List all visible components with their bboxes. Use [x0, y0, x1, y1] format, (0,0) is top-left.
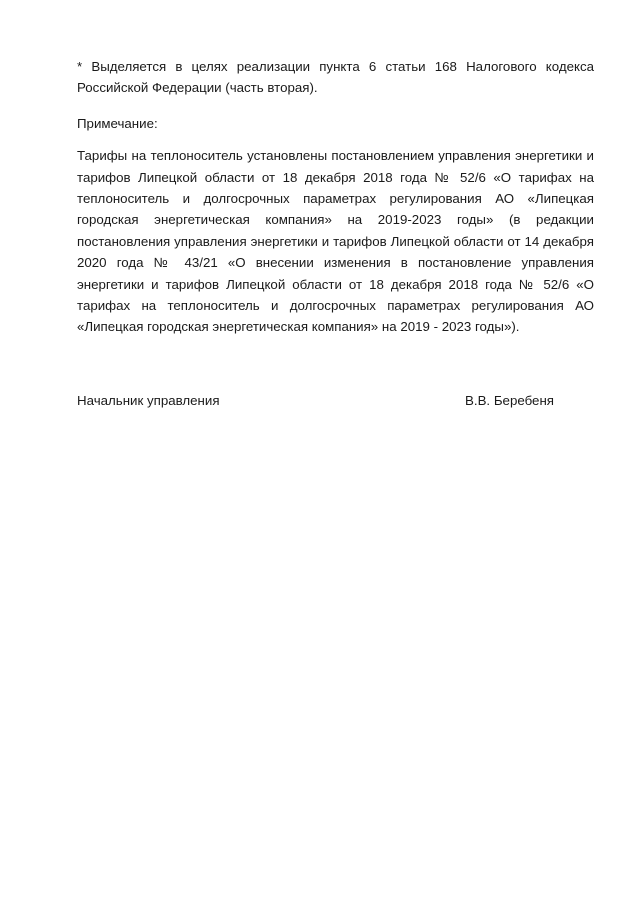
document-body [77, 56, 594, 338]
signatory-name: В.В. Беребеня [465, 393, 554, 408]
footnote-text: * Выделяется в целях реализации пункта 6 статьи 168 Налогового кодекса Российской Федерации (часть вторая). [77, 59, 594, 96]
signatory-position: Начальник управления [77, 393, 220, 408]
note-heading: Примечание: [77, 115, 158, 131]
note-body: Тарифы на теплоноситель установлены постановлением управления энергетики и тарифов Липецкой области от 18 декабря 2018 года № 52/6 «О тарифах на теплоноситель и долгосрочных параметрах регулирования АО «Липецкая городская энергетическая компания» на 2019-2023 годы» (в редакции постановления управления энергетики и тарифов Липецкой области от 14 декабря 2020 года № 43/21 «О внесении изменения в постановление управления энергетики и тарифов Липецкой области от 18 декабря 2018 года № 52/6 «О тарифах на теплоноситель и долгосрочных параметрах регулирования АО «Липецкая городская энергетическая компания» на 2019 - 2023 годы»). [77, 148, 594, 335]
signature-block [77, 390, 554, 411]
